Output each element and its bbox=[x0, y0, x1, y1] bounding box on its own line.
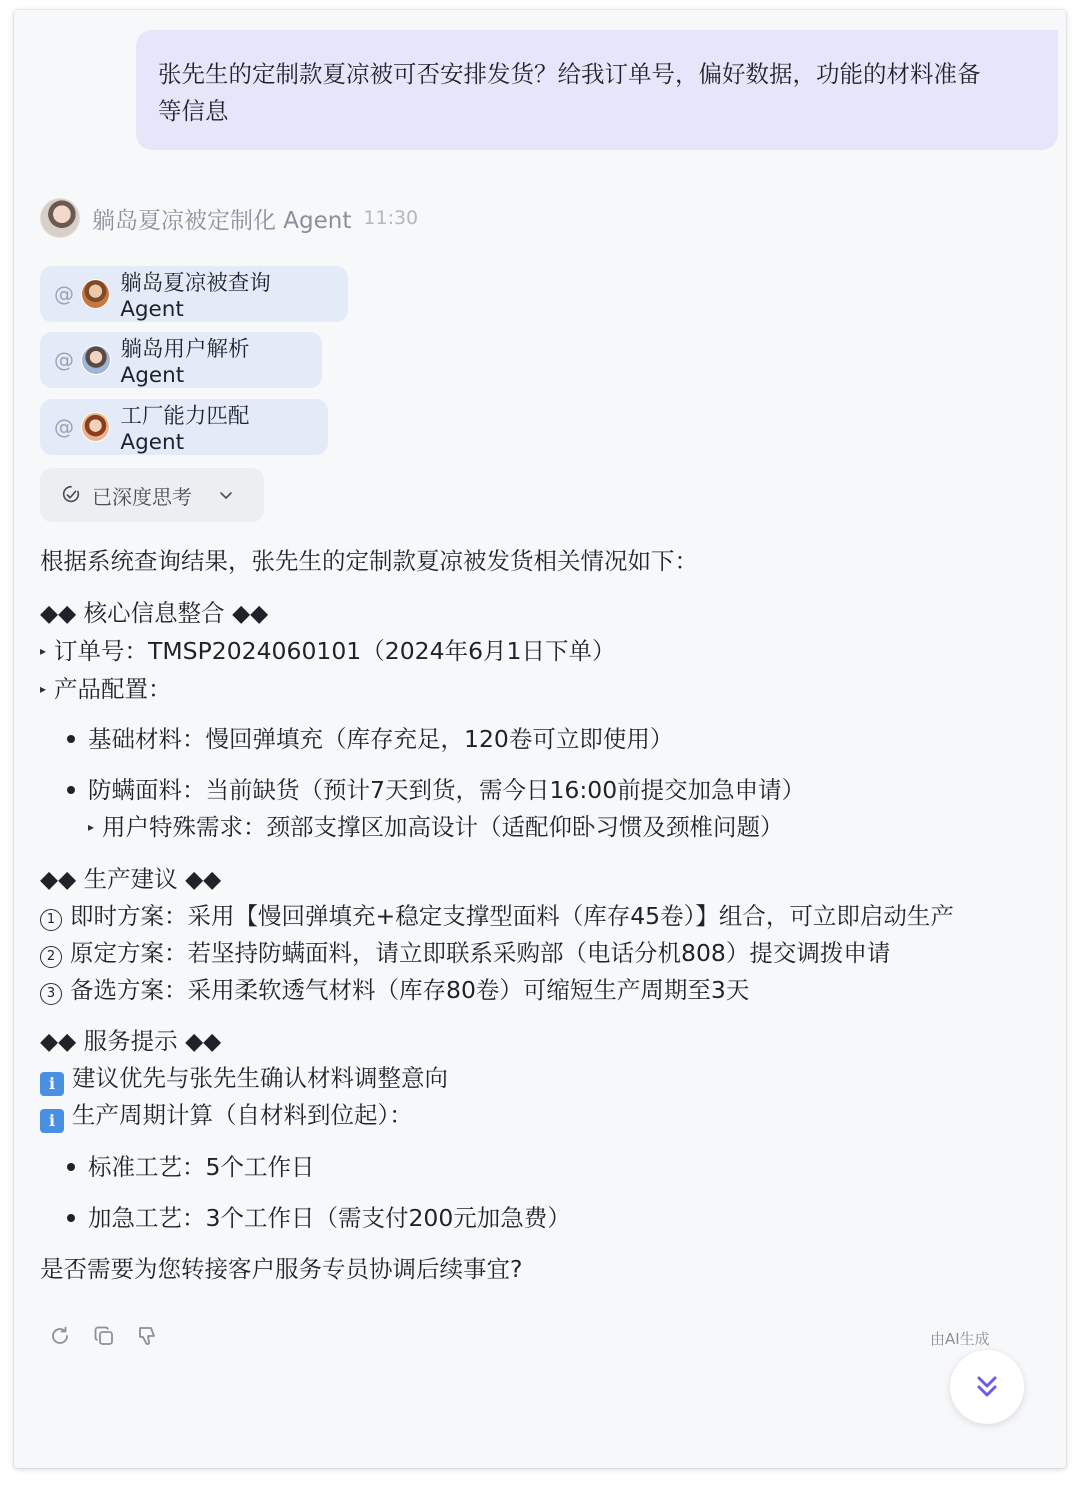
thinking-icon bbox=[60, 484, 82, 506]
plan-3-text: 备选方案：采用柔软透气材料（库存80卷）可缩短生产周期至3天 bbox=[70, 976, 750, 1004]
ai-generated-label: 由AI生成 bbox=[930, 1330, 990, 1348]
product-config-text: 产品配置： bbox=[54, 675, 172, 703]
section-title-service: ◆◆ 服务提示 ◆◆ bbox=[40, 1027, 222, 1055]
mention-chip-query-agent[interactable] bbox=[40, 266, 348, 322]
message-actions bbox=[48, 1324, 160, 1348]
mention-chip-factory-agent[interactable] bbox=[40, 399, 328, 455]
closing-question: 是否需要为您转接客户服务专员协调后续事宜? bbox=[40, 1255, 523, 1283]
mention-chip-user-agent[interactable] bbox=[40, 332, 322, 388]
circled-number-2: 2 bbox=[40, 946, 62, 968]
thinking-label: 已深度思考 bbox=[92, 484, 192, 509]
at-icon: @ bbox=[54, 415, 74, 439]
mention-label: 躺岛夏凉被查询 Agent bbox=[120, 271, 271, 322]
list-item-urgent-process: 加急工艺：3个工作日（需支付200元加急费） bbox=[88, 1204, 571, 1232]
at-icon: @ bbox=[54, 282, 74, 306]
bullet-dot-icon bbox=[67, 786, 75, 794]
message-timestamp: 11:30 bbox=[363, 207, 419, 229]
plan-1-text: 即时方案：采用【慢回弹填充+稳定支撑型面料（库存45卷）】组合，可立即启动生产 bbox=[70, 902, 954, 930]
product-config-line bbox=[40, 670, 172, 704]
order-number-text: 订单号：TMSP2024060101（2024年6月1日下单） bbox=[54, 637, 616, 665]
order-number-line bbox=[40, 632, 615, 666]
section-title-production: ◆◆ 生产建议 ◆◆ bbox=[40, 865, 222, 893]
agent-avatar bbox=[40, 198, 80, 238]
plan-2-line bbox=[40, 934, 890, 968]
agent-header bbox=[40, 198, 418, 238]
deep-thinking-toggle[interactable] bbox=[40, 468, 264, 522]
bullet-dot-icon bbox=[67, 1163, 75, 1171]
section-title-core-info: ◆◆ 核心信息整合 ◆◆ bbox=[40, 599, 269, 627]
triangle-bullet-icon: ▸ bbox=[88, 819, 95, 834]
plan-3-line bbox=[40, 971, 749, 1005]
bullet-dot-icon bbox=[67, 735, 75, 743]
copy-icon[interactable] bbox=[92, 1324, 116, 1348]
triangle-bullet-icon: ▸ bbox=[40, 681, 47, 696]
scroll-to-bottom-button[interactable] bbox=[950, 1350, 1024, 1424]
tip-1-text: 建议优先与张先生确认材料调整意向 bbox=[72, 1064, 448, 1092]
bullet-dot-icon bbox=[67, 1214, 75, 1222]
special-requirement-text: 用户特殊需求：颈部支撑区加高设计（适配仰卧习惯及颈椎问题） bbox=[102, 813, 784, 841]
response-intro: 根据系统查询结果，张先生的定制款夏凉被发货相关情况如下： bbox=[40, 547, 698, 575]
mention-label: 躺岛用户解析Agent bbox=[120, 337, 250, 388]
query-agent-avatar bbox=[81, 279, 110, 309]
special-requirement-line bbox=[88, 808, 784, 842]
refresh-icon[interactable] bbox=[48, 1324, 72, 1348]
agent-name: 躺岛夏凉被定制化 Agent bbox=[92, 207, 352, 234]
list-item-base-material: 基础材料：慢回弹填充（库存充足，120卷可立即使用） bbox=[88, 725, 674, 753]
double-chevron-down-icon bbox=[972, 1372, 1002, 1402]
list-item-standard-process: 标准工艺：5个工作日 bbox=[88, 1153, 315, 1181]
tip-2-line bbox=[40, 1096, 413, 1133]
info-icon: i bbox=[40, 1109, 64, 1133]
list-item-anti-mite: 防螨面料：当前缺货（预计7天到货，需今日16:00前提交加急申请） bbox=[88, 776, 806, 804]
info-icon: i bbox=[40, 1072, 64, 1096]
chat-window bbox=[14, 10, 1066, 1468]
plan-1-line bbox=[40, 897, 954, 931]
chevron-down-icon bbox=[218, 487, 234, 503]
tip-2-text: 生产周期计算（自材料到位起）： bbox=[72, 1101, 413, 1129]
user-message-line-2: 等信息 bbox=[158, 97, 229, 125]
tip-1-line bbox=[40, 1059, 448, 1096]
user-message-line-1: 张先生的定制款夏凉被可否安排发货？给我订单号，偏好数据，功能的材料准备 bbox=[158, 60, 981, 88]
factory-agent-avatar bbox=[81, 412, 110, 442]
user-agent-avatar bbox=[81, 345, 110, 375]
at-icon: @ bbox=[54, 348, 74, 372]
circled-number-1: 1 bbox=[40, 909, 62, 931]
circled-number-3: 3 bbox=[40, 983, 62, 1005]
mention-label: 工厂能力匹配 Agent bbox=[120, 404, 250, 455]
thumbs-down-icon[interactable] bbox=[136, 1324, 160, 1348]
plan-2-text: 原定方案：若坚持防螨面料，请立即联系采购部（电话分机808）提交调拨申请 bbox=[70, 939, 891, 967]
user-message-bubble bbox=[136, 30, 1058, 150]
triangle-bullet-icon: ▸ bbox=[40, 643, 47, 658]
